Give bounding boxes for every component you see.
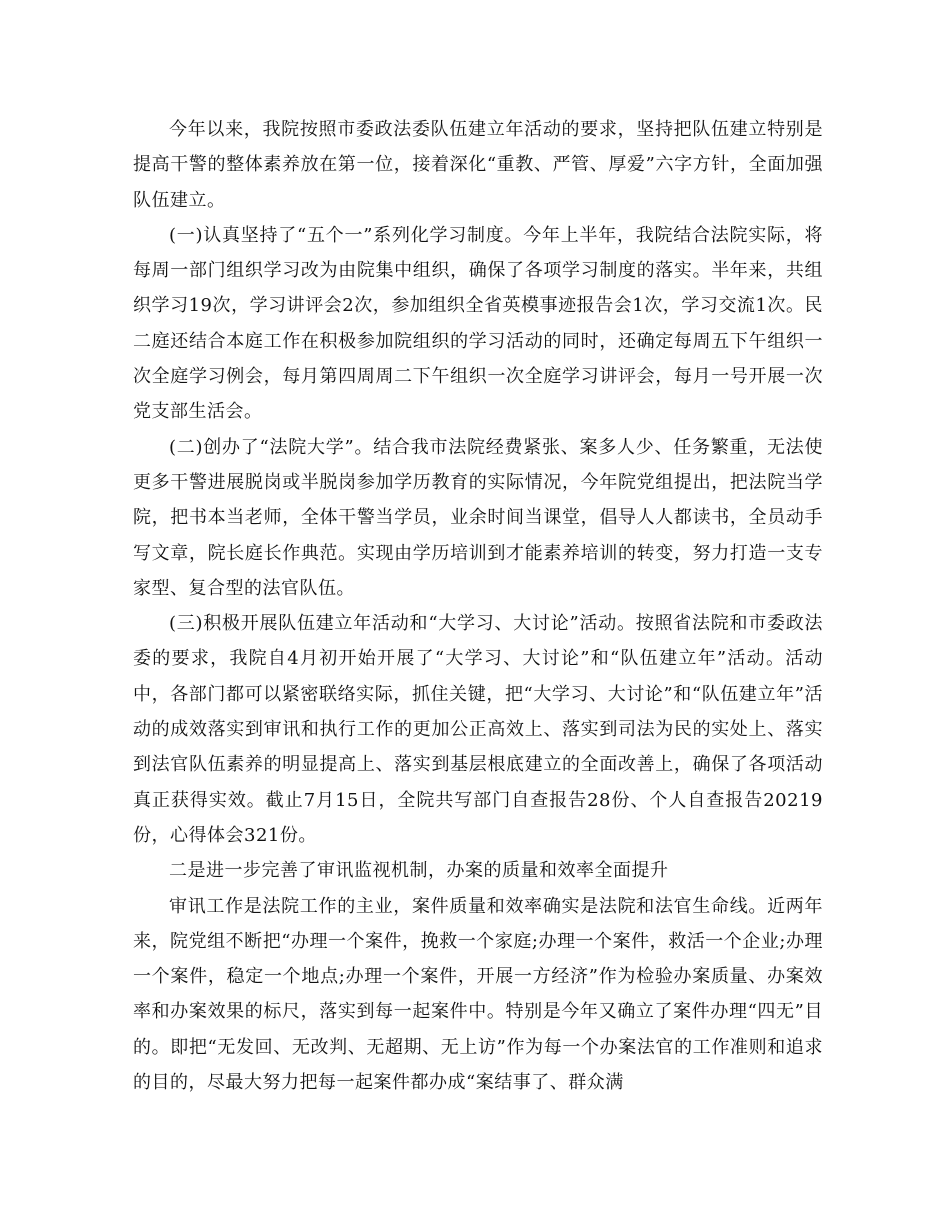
document-body	[133, 112, 823, 1100]
paragraph-team-building-activities: (三)积极开展队伍建立年活动和“大学习、大讨论”活动。按照省法院和市委政法委的要求，我院自4月初开始开展了“大学习、大讨论”和“队伍建立年”活动。活动中，各部门都可以紧密联络实际，抓住关键，把“大学习、大讨论”和“队伍建立年”活动的成效落实到审讯和执行工作的更加公正高效上、落实到司法为民的实处上、落实到法官队伍素养的明显提高上、落实到基层根底建立的全面改善上，确保了各项活动真正获得实效。截止7月15日，全院共写部门自查报告28份、个人自查报告20219份，心得体会321份。	[133, 613, 823, 846]
paragraph-intro: 今年以来，我院按照市委政法委队伍建立年活动的要求，坚持把队伍建立特别是提高干警的整体素养放在第一位，接着深化“重教、严管、厚爱”六字方针，全面加强队伍建立。	[133, 119, 823, 211]
paragraph-court-university: (二)创办了“法院大学”。结合我市法院经费紧张、案多人少、任务繁重，无法使更多干警进展脱岗或半脱岗参加学历教育的实际情况，今年院党组提出，把法院当学院，把书本当老师，全体干警当学员，业余时间当课堂，倡导人人都读书，全员动手写文章，院长庭长作典范。实现由学历培训到才能素养培训的转变，努力打造一支专家型、复合型的法官队伍。	[133, 436, 823, 599]
paragraph-study-system: (一)认真坚持了“五个一”系列化学习制度。今年上半年，我院结合法院实际，将每周一部门组织学习改为由院集中组织，确保了各项学习制度的落实。半年来，共组织学习19次，学习讲评会2次，参加组织全省英模事迹报告会1次，学习交流1次。民二庭还结合本庭工作在积极参加院组织的学习活动的同时，还确定每周五下午组织一次全庭学习例会，每月第四周周二下午组织一次全庭学习讲评会，每月一号开展一次党支部生活会。	[133, 224, 823, 423]
section-heading-trial-supervision: 二是进一步完善了审讯监视机制，办案的质量和效率全面提升	[169, 860, 669, 882]
paragraph-case-quality: 审讯工作是法院工作的主业，案件质量和效率确实是法院和法官生命线。近两年来，院党组不断把“办理一个案件，挽救一个家庭;办理一个案件，救活一个企业;办理一个案件，稳定一个地点;办理一个案件，开展一方经济”作为检验办案质量、办案效率和办案效果的标尺，落实到每一起案件中。特别是今年又确立了案件办理“四无”目的。即把“无发回、无改判、无超期、无上访”作为每一个办案法官的工作准则和追求的目的，尽最大努力把每一起案件都办成“案结事了、群众满	[133, 895, 823, 1094]
